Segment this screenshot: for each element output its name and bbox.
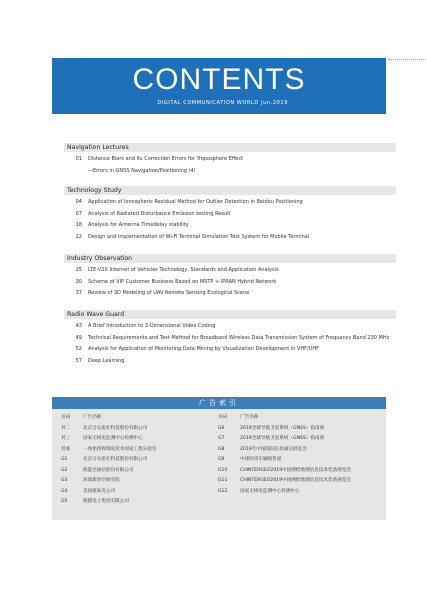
toc-entry[interactable] (64, 321, 396, 333)
ad-advertiser-name: 国家无线电监测中心检测中心 (83, 436, 143, 441)
ad-advertiser-name: 美国康泰克公司 (83, 488, 116, 494)
ad-page-code: 封二 (61, 425, 71, 431)
ad-index-row (218, 445, 378, 456)
section-header (64, 186, 396, 195)
ad-page-code: G5 (61, 499, 68, 504)
entry-title: Analysis of Radiated Disturbance Emission testing Result (88, 210, 231, 217)
toc-entry[interactable] (64, 356, 396, 368)
ad-index-row (218, 434, 378, 445)
entry-title: Analysis for Application of Monitoring Data Mining by Visualization Development in VHF/UHF (88, 346, 319, 352)
ad-index-row (61, 445, 221, 456)
toc-section (64, 310, 396, 367)
ad-page-code: G10 (218, 467, 228, 473)
toc-section (64, 143, 396, 177)
entry-page-number: 01 (75, 156, 82, 162)
ad-advertiser-name: 熊猫电子集团有限公司 (83, 499, 129, 504)
ad-index-row (218, 424, 378, 435)
ad-page-code: G7 (218, 436, 225, 441)
ad-page-code: 封底 (61, 446, 71, 452)
ad-page-code: G3 (61, 478, 68, 483)
ad-index-row (218, 455, 378, 466)
section-header (64, 143, 396, 152)
ad-index-title: 广告索引 (52, 397, 386, 409)
ad-index-row (218, 476, 378, 487)
ad-page-code: 封三 (61, 436, 71, 441)
toc-entry[interactable] (64, 197, 396, 209)
ad-index-row (61, 497, 221, 508)
entry-title: Scheme of VIP Customer Business Based on MSTP + IPRAN Hybrid Network (88, 278, 277, 285)
section-title: Technology Study (67, 186, 122, 194)
page-title: CONTENTS (132, 63, 306, 96)
section-title: Navigation Lectures (67, 143, 129, 151)
toc-entry[interactable] (64, 209, 396, 221)
section-title: Radio Wave Guard (67, 310, 125, 318)
entry-page-number: 49 (75, 334, 82, 341)
ad-page-code: G8 (218, 446, 225, 452)
section-header (64, 254, 396, 263)
entry-page-number: 30 (75, 278, 82, 285)
ad-page-code: G2 (61, 467, 68, 473)
ad-advertiser-name: 国家无线电监测中心检测中心 (240, 488, 300, 494)
entry-title: A Brief Introduction to 3-Dimensional Video Coding (88, 323, 216, 329)
entry-page-number: 25 (75, 267, 82, 273)
ad-advertiser-name: 北京合众思壮科技股份有限公司 (83, 425, 148, 431)
toc-entry[interactable] (64, 333, 396, 345)
entry-title: Application of Ionospheric Residual Method for Outlier Detection in Beidou Positioning (88, 199, 303, 205)
toc-entry[interactable] (64, 288, 396, 300)
entry-page-number: 43 (75, 323, 82, 329)
entry-title: LTE-V2X Internet of Vehicles Technology, Standards and Application Analysis (88, 267, 279, 273)
toc-entry[interactable] (64, 154, 396, 166)
ad-advertiser-name: 广告名称 (240, 415, 259, 420)
entry-page-number: 07 (75, 210, 82, 217)
ad-index-right-column (218, 413, 378, 497)
ad-page-code: 页码 (61, 415, 71, 420)
entry-title: Technical Requirements and Test Method for Broadband Wireless Data Transmission System of Frequency Band 230 MHz (88, 334, 390, 341)
toc-entry[interactable] (64, 344, 396, 356)
toc-entry[interactable] (64, 220, 396, 232)
dotted-rule (388, 59, 426, 60)
entry-title: Deep Learning (88, 357, 125, 364)
ad-page-code: 页码 (218, 415, 228, 420)
ad-index-row (61, 455, 221, 466)
ad-advertiser-name: 广告名称 (83, 415, 102, 420)
entry-title: Design and Implementation of Wi-Fi Terminal Simulation Test System for Mobile Terminal (88, 233, 310, 240)
ad-index-left-column (61, 413, 221, 508)
entry-page-number: 04 (75, 199, 82, 205)
ad-advertiser-name: 中津药用车辆销售量 (240, 457, 282, 462)
entry-title: —Errors in GNSS Navigation/Positioning (4) (88, 167, 196, 174)
entry-page-number: 22 (75, 233, 82, 240)
toc-entry[interactable] (64, 277, 396, 289)
entry-title: Distance Biars and Its Correction Errors for Troposphere Effect (88, 156, 244, 162)
ad-index-row (61, 466, 221, 477)
entry-page-number: 37 (75, 290, 82, 296)
ad-advertiser-name: 2019年中国国际信息通信展览会 (240, 446, 307, 452)
ad-index-header-row (218, 413, 378, 424)
ad-advertiser-name: 2019全球导航卫星系统（GNSS）指南册 (240, 425, 325, 431)
ad-page-code: G11 (218, 478, 228, 483)
ad-advertiser-name: 2019全球导航卫星系统（GNSS）指南册 (240, 436, 325, 441)
entry-title: Review of 3D Modeling of UAV Remote Sensing Ecological Scene (88, 290, 250, 296)
section-title: Industry Observation (67, 254, 133, 262)
ad-index-row (61, 476, 221, 487)
ad-advertiser-name: 一体化指挥调度技术国家工程实验室 (83, 446, 157, 452)
toc-section (64, 254, 396, 300)
ad-index-panel (52, 397, 386, 520)
ad-advertiser-name: 北京合众思壮科技股份有限公司 (83, 457, 148, 462)
ad-index-row (61, 487, 221, 498)
ad-index-row (61, 424, 221, 435)
ad-advertiser-name: CHINTERGEO2019中国测绘地理信息技术装备展览会 (240, 478, 352, 483)
entry-page-number: 52 (75, 346, 82, 352)
entry-page-number: 57 (75, 357, 82, 364)
section-header (64, 310, 396, 319)
ad-index-row (218, 487, 378, 498)
ad-index-row (218, 466, 378, 477)
toc-section (64, 186, 396, 243)
contents-header (52, 58, 386, 114)
ad-page-code: G6 (218, 425, 225, 431)
ad-page-code: G1 (61, 457, 68, 462)
journal-subtitle: DIGITAL COMMUNICATION WORLD Jun.2019 (157, 100, 288, 106)
ad-advertiser-name: 环球新时空研究院 (83, 478, 120, 483)
ad-index-header-row (61, 413, 221, 424)
entry-title: Analysis for Antenna Timedelay stability (88, 222, 189, 228)
ad-advertiser-name: CHINTERGEO2019中国测绘地理信息技术装备展览会 (240, 467, 352, 473)
toc-entry[interactable] (64, 232, 396, 244)
ad-page-code: G9 (218, 457, 225, 462)
entry-page-number: 18 (75, 222, 82, 228)
ad-index-row (61, 434, 221, 445)
ad-page-code: G4 (61, 488, 68, 494)
toc-entry[interactable] (64, 166, 396, 178)
toc-entry[interactable] (64, 265, 396, 277)
ad-advertiser-name: 海能达通信股份有限公司 (83, 467, 134, 473)
ad-page-code: G12 (218, 488, 228, 494)
